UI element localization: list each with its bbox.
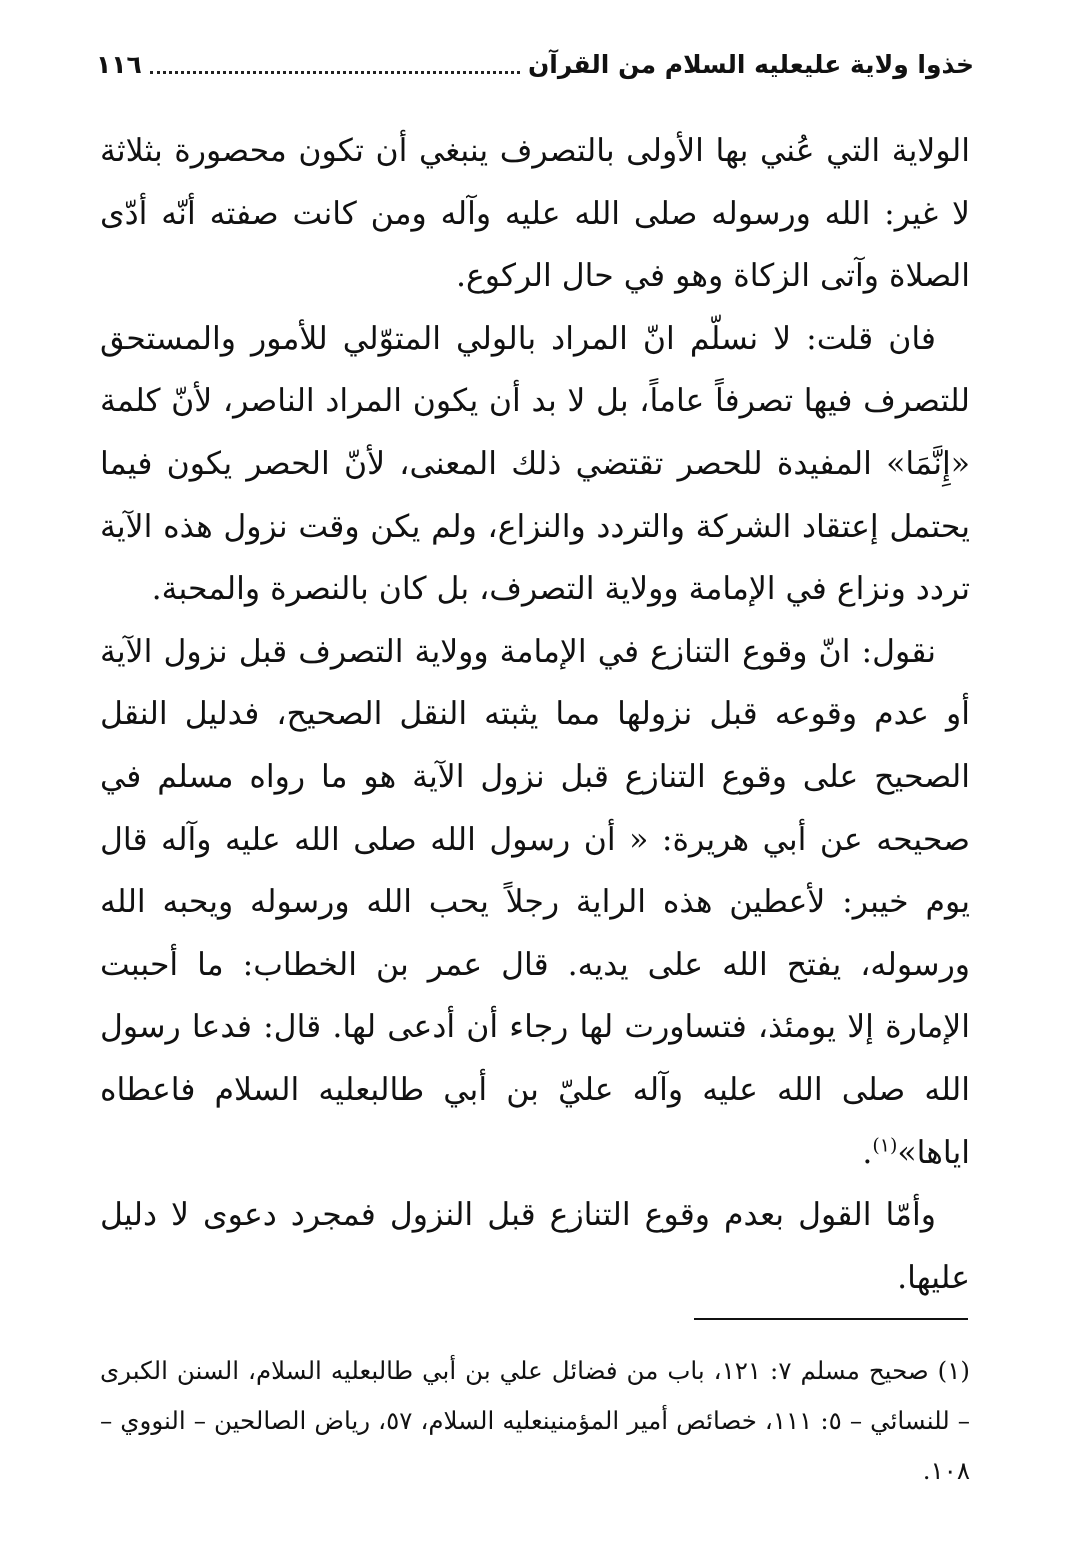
- footnote-text: (١) صحيح مسلم ٧: ١٢١، باب من فضائل علي بن أبي طالب‏عليه السلام، السنن الكبرى – للنسائي – ٥: ١١١، خصائص أمير المؤمنين‏عليه السلام، ٥٧، رياض الصالحين – النووي – ١٠٨.: [100, 1356, 970, 1485]
- running-header: [96, 44, 974, 84]
- footnote-reference: (١): [872, 1134, 898, 1156]
- paragraph-4: وأمّا القول بعدم وقوع التنازع قبل النزول فمجرد دعوى لا دليل عليها.: [100, 1197, 970, 1296]
- paragraph-2: فان قلت: لا نسلّم انّ المراد بالولي المتوّلي للأمور والمستحق للتصرف فيها تصرفاً عاماً، بل لا بد أن يكون المراد الناصر، لأنّ كلمة «إِنَّمَا» المفيدة للحصر تقتضي ذلك المعنى، لأنّ الحصر يكون فيما يحتمل إعتقاد الشركة والتردد والنزاع، ولم يكن وقت نزول هذه الآية تردد ونزاع في الإمامة وولاية التصرف، بل كان بالنصرة والمحبة.: [100, 320, 970, 608]
- page-number: ١١٦: [96, 49, 142, 79]
- header-dot-leader: [150, 55, 520, 74]
- paragraph-3: [100, 621, 970, 1184]
- paragraph-3-text: نقول: انّ وقوع التنازع في الإمامة وولاية التصرف قبل نزول الآية أو عدم وقوعه قبل نزولها مما يثبته النقل الصحيح، فدليل النقل الصحيح على وقوع التنازع قبل نزول الآية هو ما رواه مسلم في صحيحه عن أبي هريرة: « أن رسول الله صلى الله عليه وآله قال يوم خيبر: لأعطين هذه الراية رجلاً يحب الله ورسوله ويحبه الله ورسوله، يفتح الله على يديه. قال عمر بن الخطاب: ما أحببت الإمارة إلا يومئذ، فتساورت لها رجاء أن أدعى لها. قال: فدعا رسول الله صلى الله عليه وآله عليّ بن أبي طالب‏عليه السلام فاعطاه اياها»: [100, 633, 970, 1171]
- header-title: خذوا ولاية علي‏عليه السلام من القرآن: [527, 49, 974, 79]
- footnote-separator: [694, 1318, 968, 1320]
- body-text: [100, 120, 970, 1309]
- footnote: [100, 1346, 970, 1496]
- paragraph-1: الولاية التي عُني بها الأولى بالتصرف ينبغي أن تكون محصورة بثلاثة لا غير: الله ورسوله صلى الله عليه وآله ومن كانت صفته أنّه أدّى الصلاة وآتى الزكاة وهو في حال الركوع.: [100, 133, 971, 295]
- paragraph-3-end: .: [862, 1134, 873, 1171]
